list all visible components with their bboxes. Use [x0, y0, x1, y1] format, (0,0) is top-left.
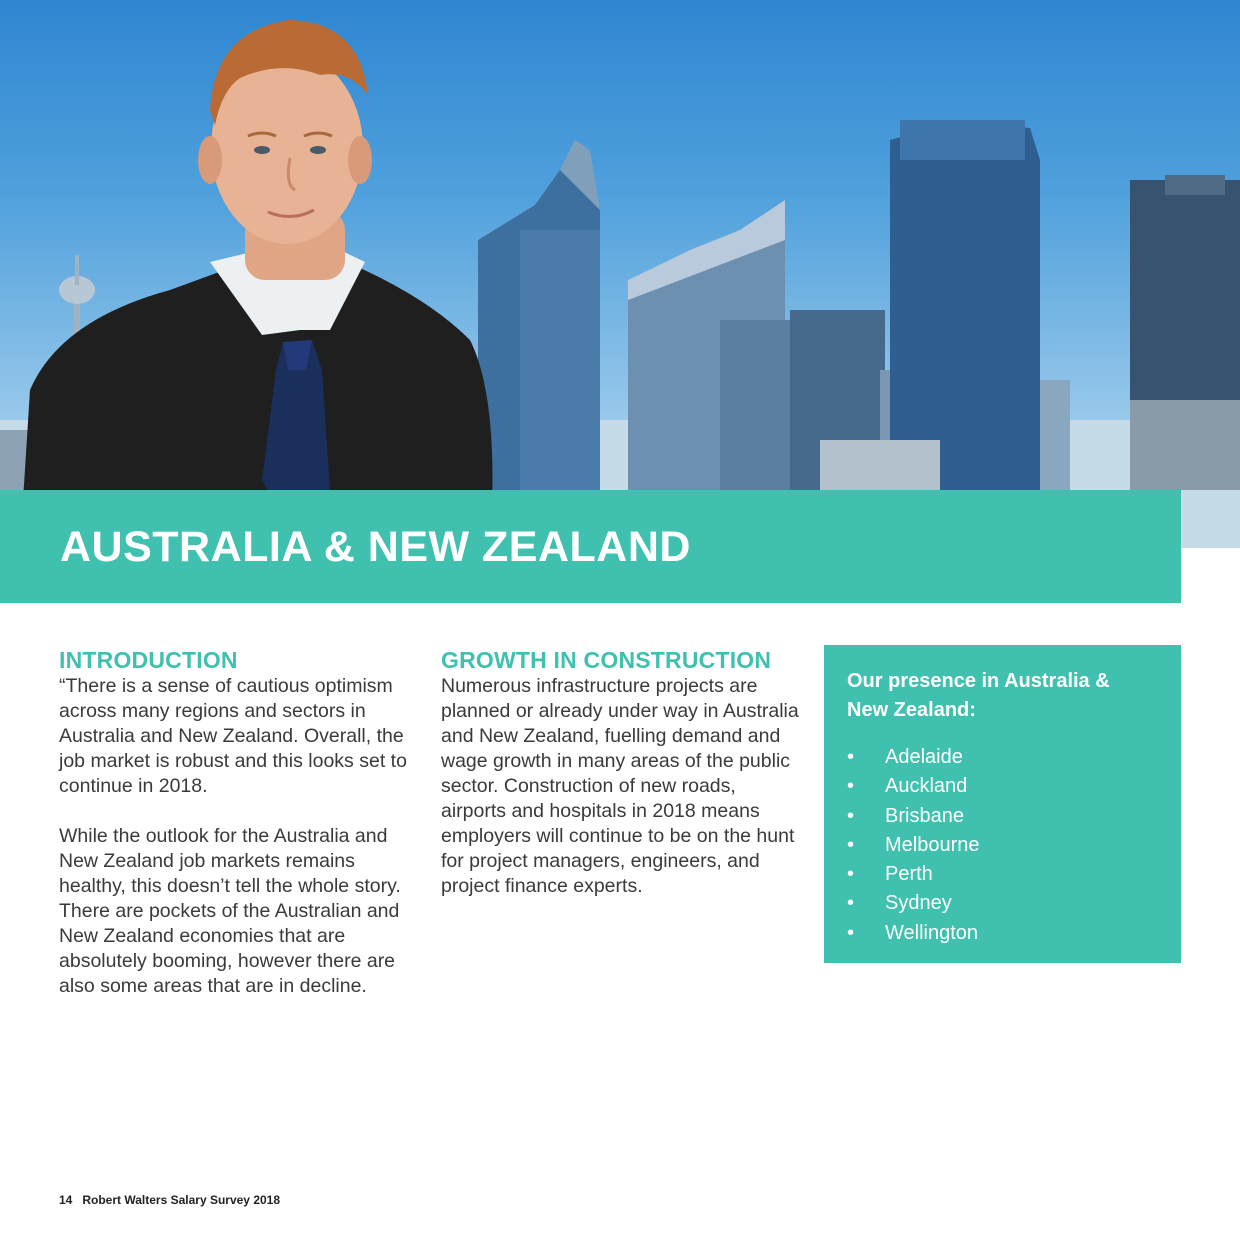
- location-name: Wellington: [885, 921, 979, 944]
- page-title: AUSTRALIA & NEW ZEALAND: [60, 523, 691, 571]
- bullet-icon: •: [847, 863, 855, 886]
- page-footer: [59, 1193, 280, 1207]
- list-item: [847, 802, 1158, 831]
- body-paragraph: “There is a sense of cautious optimism across many regions and sectors in Australia and New Zealand. Overall, the job market is robust and this looks set to continue in 2018.: [59, 675, 407, 797]
- bullet-icon: •: [847, 804, 855, 827]
- location-name: Perth: [885, 863, 933, 886]
- location-name: Sydney: [885, 892, 952, 915]
- list-item: [847, 772, 1158, 801]
- body-paragraph: While the outlook for the Australia and New Zealand job markets remains healthy, this doesn’t tell the whole story. There are pockets of the Australian and New Zealand economies that are absolutely booming, however there are also some areas that are in decline.: [59, 825, 401, 997]
- list-item: [847, 919, 1158, 948]
- introduction-section: [59, 648, 419, 999]
- location-name: Adelaide: [885, 746, 963, 768]
- section-heading: INTRODUCTION: [59, 647, 238, 673]
- city-skyline-illustration: [0, 0, 1240, 548]
- list-item: [847, 889, 1158, 918]
- bullet-icon: •: [847, 775, 855, 798]
- bullet-icon: •: [847, 921, 855, 944]
- presence-box: [824, 645, 1181, 963]
- list-item: [847, 831, 1158, 860]
- location-list: [847, 743, 1158, 948]
- publication-title: Robert Walters Salary Survey 2018: [82, 1193, 281, 1207]
- location-name: Auckland: [885, 775, 968, 798]
- page-number: 14: [59, 1193, 73, 1207]
- hero-photo: [0, 0, 1240, 548]
- list-item: [847, 743, 1158, 772]
- bullet-icon: •: [847, 746, 855, 768]
- bullet-icon: •: [847, 892, 855, 915]
- bullet-icon: •: [847, 833, 855, 856]
- body-paragraph: Numerous infrastructure projects are planned or already under way in Australia and New Zealand, fuelling demand and wage growth in many areas of the public sector. Construction of new roads, airports and hospitals in 2018 means employers will continue to be on the hunt for project managers, engineers, and project finance experts.: [441, 675, 799, 897]
- location-name: Melbourne: [885, 833, 980, 856]
- presence-heading: Our presence in Australia & New Zealand:: [847, 670, 1110, 721]
- location-name: Brisbane: [885, 804, 964, 827]
- section-heading: GROWTH IN CONSTRUCTION: [441, 647, 772, 673]
- page-corner: [1181, 548, 1240, 608]
- list-item: [847, 860, 1158, 889]
- growth-section: [441, 648, 801, 899]
